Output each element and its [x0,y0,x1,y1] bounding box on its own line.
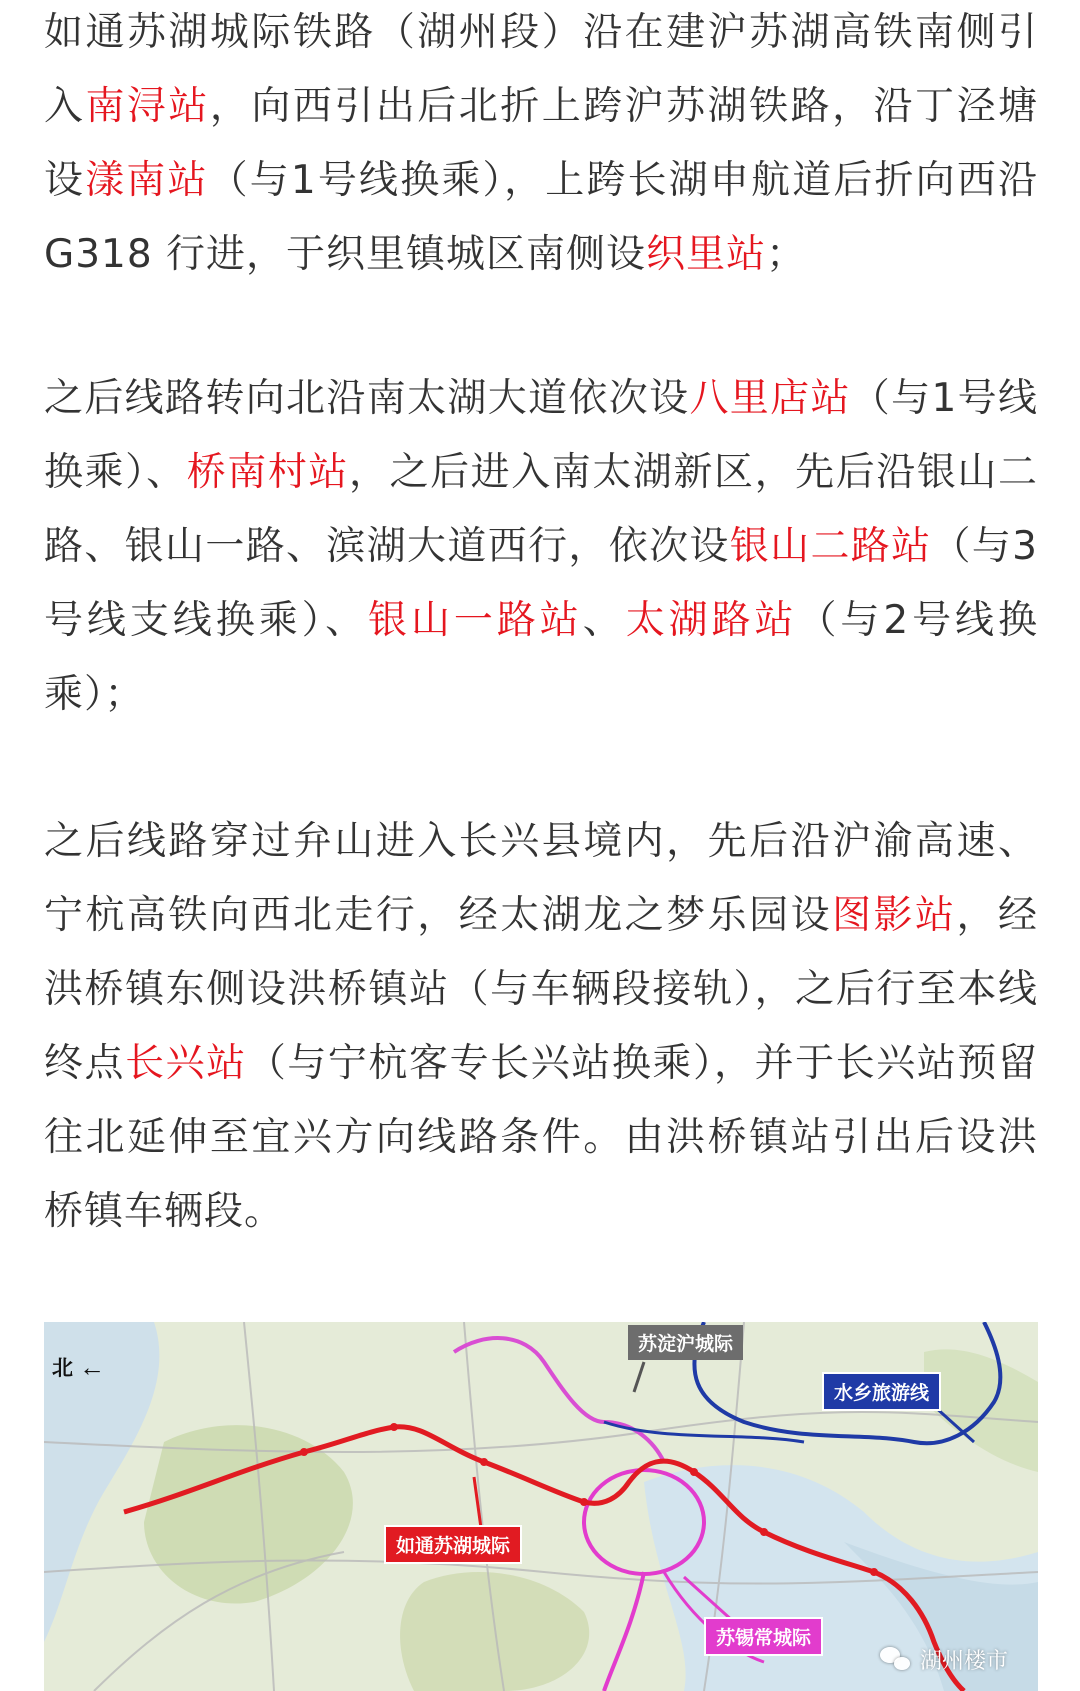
map-label-sudian: 苏淀沪城际 [628,1325,743,1360]
paragraph-3 [44,805,1038,1249]
text-segment: （与1号线换乘）、 [44,376,1038,495]
text-segment: （与宁杭客专长兴站换乘），并于长兴站预留往北延伸至宜兴方向线路条件。由洪桥镇站引出后设洪桥镇车辆段。 [44,1041,1038,1234]
station-name: 南浔站 [85,84,210,129]
station-name: 太湖路站 [625,598,798,643]
paragraph-2 [44,362,1038,732]
text-segment: 之后线路转向北沿南太湖大道依次设 [44,376,690,421]
text-segment: ，之后进入南太湖新区，先后沿银山二路、银山一路、滨湖大道西行，依次设 [44,450,1038,569]
north-label: 北 [52,1357,73,1380]
text-segment: （与2号线换乘）； [44,598,1038,717]
watermark [880,1644,1008,1675]
text-segment: 之后线路穿过弁山进入长兴县境内，先后沿沪渝高速、宁杭高铁向西北走行，经太湖龙之梦乐园设 [44,819,1038,938]
route-map-image[interactable] [44,1322,1038,1691]
watermark-text: 湖州楼市 [919,1648,1008,1673]
station-name: 桥南村站 [186,450,349,495]
station-name: 银山一路站 [368,598,583,643]
wechat-icon [880,1647,912,1673]
text-segment: 、 [582,598,626,643]
north-indicator [52,1352,105,1382]
station-name: 图影站 [832,893,957,938]
text-segment: ； [766,232,807,277]
text-segment: 如通苏湖城际铁路（湖州段）沿在建沪苏湖高铁南侧引入 [44,10,1038,129]
text-segment: （与1号线换乘），上跨长湖申航道后折向西沿 G318 行进，于织里镇城区南侧设 [44,158,1038,277]
text-segment: （与3号线支线换乘）、 [44,524,1038,643]
map-label-suxi: 苏锡常城际 [704,1617,823,1656]
text-segment: ，向西引出后北折上跨沪苏湖铁路，沿丁泾塘设 [44,84,1038,203]
north-arrow-icon: ← [79,1352,105,1382]
map-label-rutong: 如通苏湖城际 [384,1525,522,1564]
text-segment: ，经洪桥镇东侧设洪桥镇站（与车辆段接轨），之后行至本线终点 [44,893,1038,1086]
map-label-shuixiang: 水乡旅游线 [822,1372,941,1411]
station-name: 银山二路站 [729,524,932,569]
station-name: 漾南站 [85,158,209,203]
station-name: 长兴站 [125,1041,247,1086]
station-name: 八里店站 [689,376,851,421]
station-name: 织里站 [646,232,767,277]
paragraph-1 [44,0,1038,292]
